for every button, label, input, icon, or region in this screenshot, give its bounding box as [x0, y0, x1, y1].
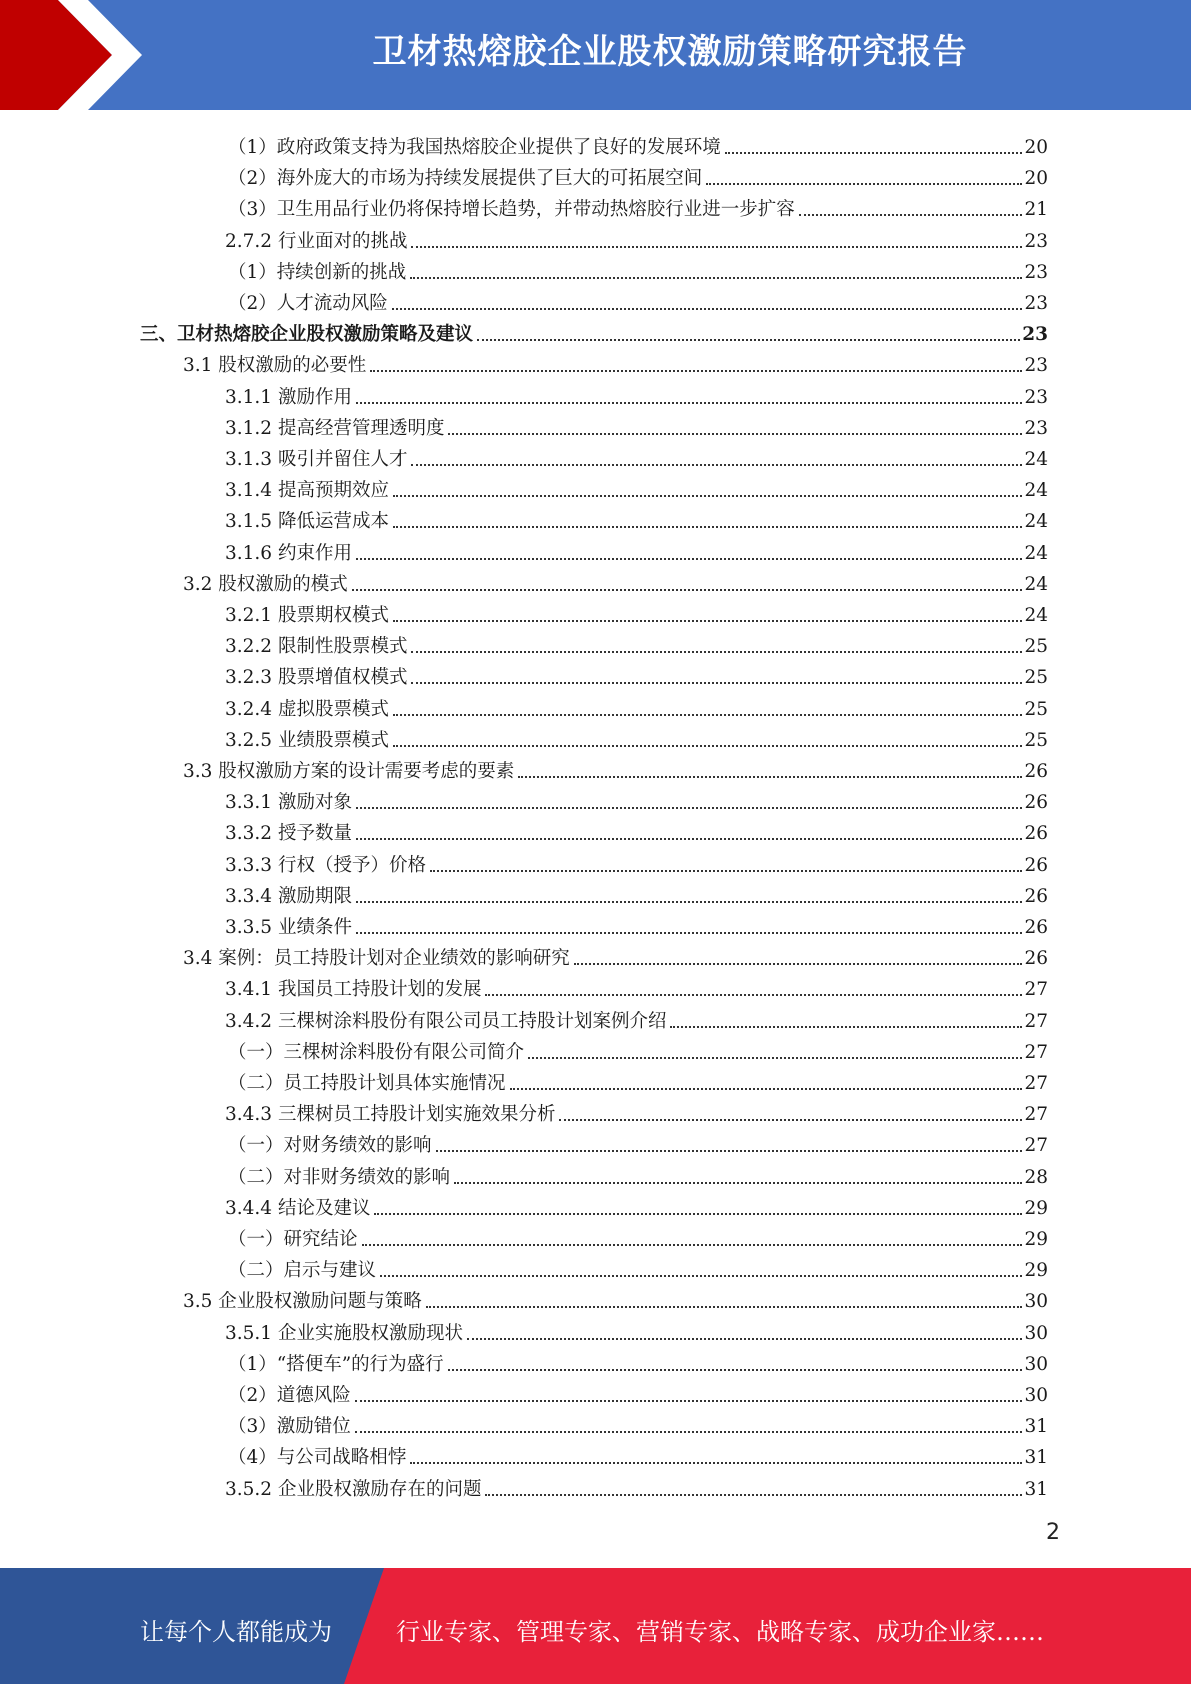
toc-leader-dots: [528, 1056, 1022, 1059]
toc-entry-title: 3.3 股权激励方案的设计需要考虑的要素: [183, 761, 515, 782]
toc-entry[interactable]: [225, 1095, 1048, 1126]
toc-entry[interactable]: [225, 502, 1048, 533]
toc-entry-page: 27: [1024, 979, 1048, 1001]
toc-leader-dots: [454, 1181, 1022, 1184]
toc-leader-dots: [411, 245, 1022, 248]
toc-entry[interactable]: [225, 721, 1048, 752]
toc-entry[interactable]: [225, 1470, 1048, 1501]
toc-leader-dots: [670, 1025, 1022, 1028]
toc-entry[interactable]: [225, 409, 1048, 440]
toc-entry-page: 24: [1024, 542, 1048, 564]
toc-entry-title: （二）对非财务绩效的影响: [228, 1166, 451, 1188]
toc-entry[interactable]: [228, 1376, 1048, 1407]
toc-leader-dots: [477, 338, 1020, 341]
toc-entry-page: 29: [1024, 1229, 1048, 1250]
toc-entry-page: 24: [1024, 573, 1048, 595]
toc-entry-page: 26: [1024, 761, 1048, 782]
toc-entry[interactable]: [228, 128, 1048, 159]
toc-entry[interactable]: [228, 1220, 1048, 1251]
toc-leader-dots: [393, 619, 1022, 622]
toc-entry-page: 23: [1024, 355, 1048, 377]
toc-leader-dots: [370, 369, 1022, 372]
toc-entry-page: 27: [1024, 1104, 1048, 1126]
toc-entry-page: 30: [1024, 1322, 1048, 1344]
toc-entry[interactable]: [228, 190, 1048, 221]
toc-entry-page: 24: [1024, 511, 1048, 533]
toc-leader-dots: [799, 213, 1023, 216]
toc-entry-page: 26: [1024, 917, 1048, 938]
toc-entry[interactable]: [228, 1064, 1048, 1095]
toc-entry-title: （二）启示与建议: [228, 1260, 377, 1282]
toc-entry-title: （3）激励错位: [228, 1416, 351, 1438]
toc-entry[interactable]: [183, 939, 1048, 970]
toc-leader-dots: [725, 151, 1023, 154]
toc-entry-page: 28: [1024, 1166, 1048, 1188]
toc-entry-page: 27: [1024, 1041, 1048, 1063]
toc-entry-page: 25: [1024, 667, 1048, 689]
toc-leader-dots: [380, 1274, 1022, 1277]
toc-entry-title: 3.3.5 业绩条件: [225, 917, 352, 938]
toc-entry-title: 3.1.2 提高经营管理透明度: [225, 417, 445, 439]
toc-entry[interactable]: [225, 970, 1048, 1001]
toc-entry-page: 20: [1024, 137, 1048, 158]
toc-leader-dots: [411, 463, 1022, 466]
toc-entry[interactable]: [225, 471, 1048, 502]
toc-leader-dots: [426, 1305, 1023, 1308]
toc-entry-title: （二）员工持股计划具体实施情况: [228, 1073, 506, 1094]
toc-entry-page: 31: [1024, 1447, 1048, 1469]
toc-entry-page: 25: [1024, 729, 1048, 751]
toc-entry-title: 3.4.2 三棵树涂料股份有限公司员工持股计划案例介绍: [225, 1010, 667, 1032]
toc-entry[interactable]: [228, 1251, 1048, 1282]
toc-entry[interactable]: [225, 534, 1048, 565]
toc-entry-title: 3.1 股权激励的必要性: [183, 355, 367, 377]
toc-entry-page: 26: [1024, 885, 1048, 907]
toc-entry-title: （一）三棵树涂料股份有限公司简介: [228, 1041, 525, 1063]
toc-leader-dots: [410, 276, 1022, 279]
toc-entry-title: （1）持续创新的挑战: [228, 261, 407, 283]
toc-entry[interactable]: [140, 315, 1048, 346]
toc-entry-title: 3.4.1 我国员工持股计划的发展: [225, 979, 482, 1001]
toc-entry[interactable]: [228, 1033, 1048, 1064]
toc-entry-page: 23: [1024, 386, 1048, 408]
toc-entry-page: 26: [1024, 792, 1048, 814]
toc-entry-page: 27: [1024, 1073, 1048, 1094]
toc-entry-page: 29: [1024, 1260, 1048, 1282]
toc-leader-dots: [356, 401, 1023, 404]
toc-entry-page: 24: [1024, 449, 1048, 470]
toc-entry-title: 3.3.4 激励期限: [225, 885, 352, 907]
toc-entry-title: 3.1.3 吸引并留住人才: [225, 449, 408, 470]
toc-entry-page: 31: [1024, 1416, 1048, 1438]
toc-leader-dots: [706, 182, 1022, 185]
toc-entry-page: 24: [1024, 480, 1048, 502]
toc-entry-title: （2）道德风险: [228, 1385, 351, 1406]
toc-entry-title: 3.4 案例：员工持股计划对企业绩效的影响研究: [183, 948, 570, 970]
toc-entry[interactable]: [228, 253, 1048, 284]
toc-entry-title: 3.1.6 约束作用: [225, 542, 352, 564]
toc-leader-dots: [393, 525, 1022, 528]
toc-entry-page: 27: [1024, 1135, 1048, 1157]
toc-entry-page: 23: [1024, 417, 1048, 439]
toc-entry-page: 23: [1024, 230, 1048, 252]
toc-entry[interactable]: [225, 596, 1048, 627]
toc-leader-dots: [356, 806, 1023, 809]
toc-leader-dots: [411, 650, 1022, 653]
toc-entry-title: 3.5.2 企业股权激励存在的问题: [225, 1478, 482, 1500]
toc-entry-title: 3.1.1 激励作用: [225, 386, 352, 408]
toc-entry-title: （1）“搭便车”的行为盛行: [228, 1353, 444, 1375]
toc-entry-title: 3.2 股权激励的模式: [183, 573, 348, 595]
toc-entry-title: 3.4.3 三棵树员工持股计划实施效果分析: [225, 1104, 556, 1126]
toc-entry-title: 3.3.2 授予数量: [225, 823, 352, 845]
toc-leader-dots: [485, 1493, 1022, 1496]
toc-entry[interactable]: [225, 440, 1048, 471]
toc-entry[interactable]: [225, 814, 1048, 845]
toc-leader-dots: [356, 931, 1023, 934]
toc-entry-page: 31: [1024, 1478, 1048, 1500]
toc-entry-title: （一）对财务绩效的影响: [228, 1135, 432, 1157]
toc-entry-page: 26: [1024, 948, 1048, 970]
toc-leader-dots: [448, 1368, 1023, 1371]
toc-entry-title: 3.5.1 企业实施股权激励现状: [225, 1322, 463, 1344]
toc-entry[interactable]: [225, 1314, 1048, 1345]
toc-entry-title: 3.2.2 限制性股票模式: [225, 636, 408, 658]
toc-leader-dots: [436, 1149, 1023, 1152]
toc-entry[interactable]: [225, 1189, 1048, 1220]
toc-entry-page: 23: [1022, 324, 1048, 346]
toc-leader-dots: [393, 744, 1022, 747]
toc-leader-dots: [410, 1461, 1022, 1464]
toc-entry-page: 25: [1024, 698, 1048, 720]
toc-leader-dots: [355, 1399, 1023, 1402]
toc-leader-dots: [485, 993, 1022, 996]
toc-entry-page: 21: [1024, 199, 1048, 221]
toc-leader-dots: [393, 713, 1022, 716]
toc-entry-title: （4）与公司战略相悖: [228, 1447, 407, 1469]
toc-entry-title: 3.4.4 结论及建议: [225, 1197, 371, 1219]
toc-entry-page: 25: [1024, 636, 1048, 658]
toc-leader-dots: [448, 432, 1022, 435]
toc-entry-page: 30: [1024, 1291, 1048, 1313]
toc-entry-title: （一）研究结论: [228, 1229, 358, 1250]
toc-leader-dots: [392, 307, 1023, 310]
toc-entry[interactable]: [225, 378, 1048, 409]
toc-entry-page: 26: [1024, 823, 1048, 845]
toc-entry[interactable]: [225, 222, 1048, 253]
toc-leader-dots: [467, 1337, 1022, 1340]
toc-entry-title: （1）政府政策支持为我国热熔胶企业提供了良好的发展环境: [228, 137, 721, 158]
toc-entry-page: 27: [1024, 1010, 1048, 1032]
toc-entry[interactable]: [228, 1407, 1048, 1438]
toc-entry-title: 2.7.2 行业面对的挑战: [225, 230, 408, 252]
toc-entry[interactable]: [228, 1158, 1048, 1189]
toc-entry[interactable]: [228, 159, 1048, 190]
toc-leader-dots: [356, 837, 1023, 840]
toc-entry[interactable]: [225, 690, 1048, 721]
toc-entry[interactable]: [183, 565, 1048, 596]
toc-entry-title: 3.2.5 业绩股票模式: [225, 729, 389, 751]
toc-entry-page: 23: [1024, 293, 1048, 314]
toc-entry-title: 3.1.4 提高预期效应: [225, 480, 389, 502]
toc-entry[interactable]: [225, 783, 1048, 814]
header-arrow-decoration: [0, 0, 260, 110]
toc-leader-dots: [352, 588, 1023, 591]
toc-entry-page: 26: [1024, 854, 1048, 876]
toc-entry[interactable]: [183, 346, 1048, 377]
toc-entry-page: 30: [1024, 1385, 1048, 1406]
toc-entry[interactable]: [225, 846, 1048, 877]
toc-entry[interactable]: [225, 627, 1048, 658]
toc-entry[interactable]: [225, 908, 1048, 939]
toc-entry-title: 3.2.4 虚拟股票模式: [225, 698, 389, 720]
toc-entry-title: 3.2.3 股票增值权模式: [225, 667, 408, 689]
report-title: 卫材热熔胶企业股权激励策略研究报告: [372, 32, 968, 72]
toc-leader-dots: [356, 557, 1023, 560]
toc-entry-title: 3.2.1 股票期权模式: [225, 605, 389, 626]
toc-leader-dots: [518, 775, 1022, 778]
toc-entry-title: 三、卫材热熔胶企业股权激励策略及建议: [140, 324, 474, 346]
page-number: 2: [1046, 1520, 1060, 1545]
toc-entry-title: 3.1.5 降低运营成本: [225, 511, 389, 533]
toc-leader-dots: [393, 494, 1022, 497]
toc-leader-dots: [374, 1212, 1022, 1215]
toc-entry[interactable]: [225, 1002, 1048, 1033]
toc-entry[interactable]: [228, 1126, 1048, 1157]
toc-entry-title: （2）海外庞大的市场为持续发展提供了巨大的可拓展空间: [228, 168, 703, 190]
toc-leader-dots: [430, 869, 1022, 872]
toc-entry-title: 3.3.1 激励对象: [225, 792, 352, 814]
toc-entry-page: 23: [1024, 261, 1048, 283]
toc-entry-page: 29: [1024, 1197, 1048, 1219]
toc-entry[interactable]: [225, 658, 1048, 689]
toc-entry-title: 3.3.3 行权（授予）价格: [225, 854, 426, 876]
footer-slogan-right: 行业专家、管理专家、营销专家、战略专家、成功企业家……: [396, 1618, 1044, 1646]
footer-slogan-left: 让每个人都能成为: [140, 1618, 332, 1646]
toc-leader-dots: [574, 962, 1023, 965]
toc-entry[interactable]: [228, 284, 1048, 315]
toc-leader-dots: [356, 900, 1023, 903]
toc-entry-page: 30: [1024, 1353, 1048, 1375]
toc-entry[interactable]: [183, 1282, 1048, 1313]
toc-entry-page: 20: [1024, 168, 1048, 190]
toc-entry[interactable]: [228, 1438, 1048, 1469]
toc-leader-dots: [355, 1430, 1023, 1433]
toc-entry-title: （2）人才流动风险: [228, 293, 388, 314]
toc-entry[interactable]: [225, 877, 1048, 908]
toc-leader-dots: [362, 1243, 1023, 1246]
toc-entry[interactable]: [183, 752, 1048, 783]
toc-entry-title: 3.5 企业股权激励问题与策略: [183, 1291, 422, 1313]
toc-leader-dots: [559, 1118, 1022, 1121]
toc-leader-dots: [510, 1087, 1023, 1090]
toc-leader-dots: [411, 681, 1022, 684]
toc-entry[interactable]: [228, 1345, 1048, 1376]
toc-entry-page: 24: [1024, 605, 1048, 626]
toc-entry-title: （3）卫生用品行业仍将保持增长趋势，并带动热熔胶行业进一步扩容: [228, 199, 795, 221]
